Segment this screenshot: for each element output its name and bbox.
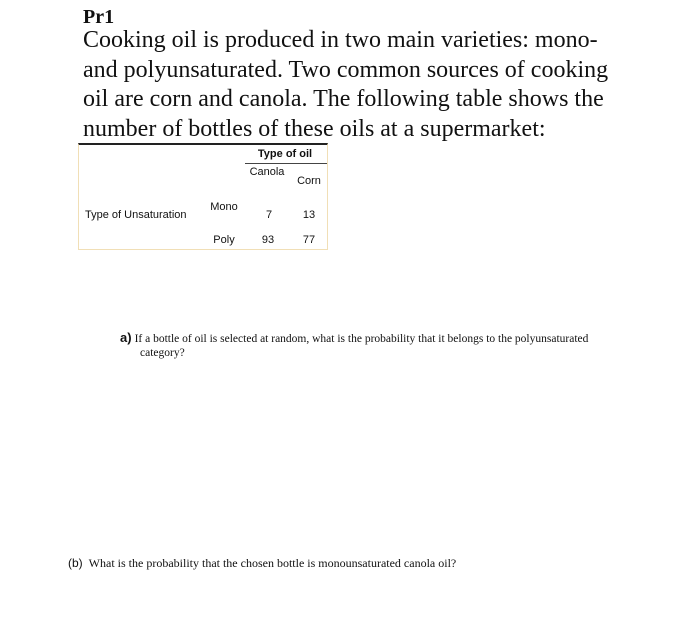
question-b bbox=[68, 556, 628, 571]
question-b-label: (b) bbox=[68, 556, 83, 570]
column-header-corn: Corn bbox=[297, 175, 321, 187]
table-cell: 13 bbox=[302, 209, 316, 221]
problem-intro bbox=[83, 26, 658, 144]
row-group-header: Type of Unsaturation bbox=[85, 209, 187, 221]
question-a-text: If a bottle of oil is selected at random, what is the probability that it belongs to the polyunsaturated bbox=[134, 333, 589, 345]
question-a-label: a) bbox=[120, 330, 132, 345]
intro-line: oil are corn and canola. The following table shows the bbox=[83, 86, 604, 112]
column-group-header: Type of oil bbox=[257, 148, 313, 160]
table-cell: 93 bbox=[261, 234, 275, 246]
oil-table bbox=[78, 143, 328, 250]
intro-line: Cooking oil is produced in two main varieties: mono- bbox=[83, 27, 598, 53]
row-label-mono: Mono bbox=[210, 201, 238, 213]
problem-title: Pr1 bbox=[83, 6, 115, 28]
question-b-text: What is the probability that the chosen bottle is monounsaturated canola oil? bbox=[88, 556, 457, 570]
table-cell: 77 bbox=[302, 234, 316, 246]
intro-line: and polyunsaturated. Two common sources of cooking bbox=[83, 56, 609, 83]
question-a-text-continued: category? bbox=[140, 347, 185, 359]
question-a bbox=[120, 331, 660, 360]
column-header-canola: Canola bbox=[249, 166, 285, 178]
table-cell: 7 bbox=[265, 209, 273, 221]
intro-line: number of bottles of these oils at a supermarket: bbox=[83, 115, 546, 142]
row-label-poly: Poly bbox=[213, 234, 235, 246]
header-divider bbox=[245, 163, 327, 164]
